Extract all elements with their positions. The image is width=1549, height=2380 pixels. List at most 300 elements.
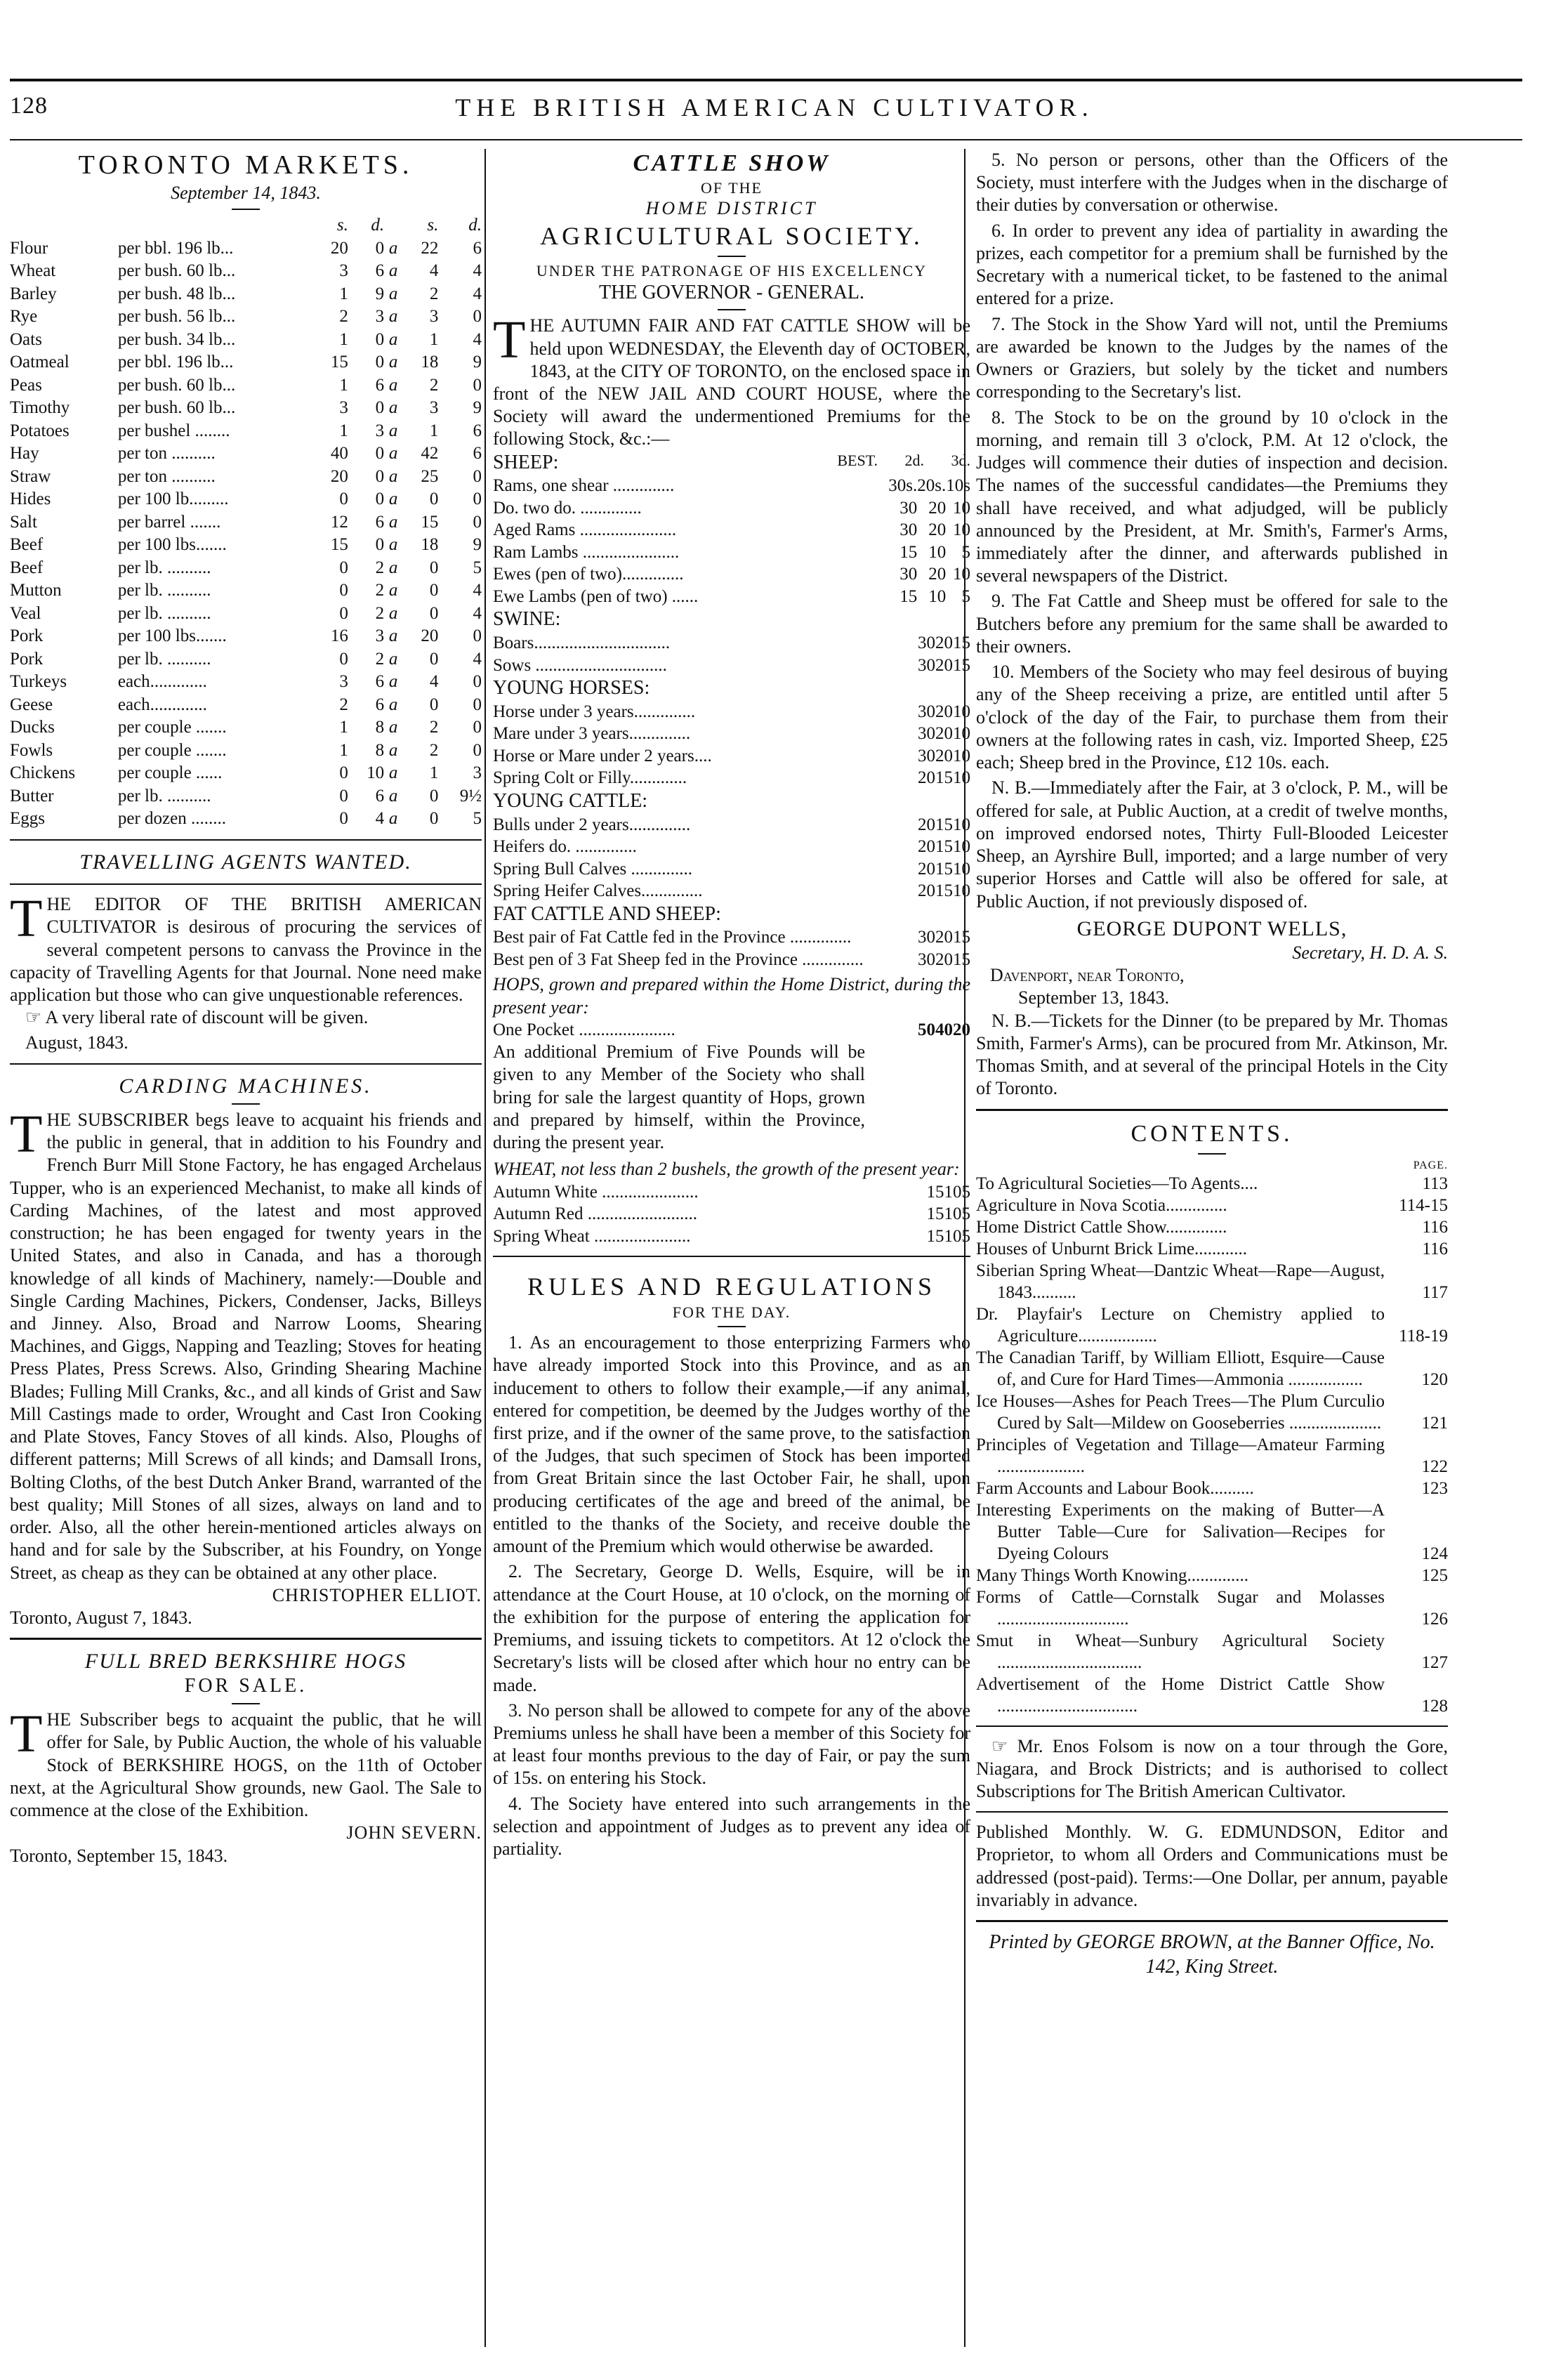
prize-row [493, 814, 970, 836]
agents-body-block [10, 889, 482, 1006]
rule-item: 4. The Society have entered into such arrangements in the selection and appointment of Judges as to prevent any idea of partiality. [493, 1793, 970, 1860]
short-rule [718, 309, 746, 310]
contents-title-text: To Agricultural Societies—To Agents.... [976, 1173, 1258, 1193]
prize-best: 30 [899, 498, 918, 518]
rules-subtitle: FOR THE DAY. [672, 1303, 791, 1321]
market-row [10, 579, 482, 603]
prize-second: 15 [935, 881, 953, 901]
market-item: Chickens [10, 763, 76, 783]
to-mark: a [388, 809, 398, 829]
prize-label: Aged Rams ...................... [493, 520, 677, 540]
market-item: Salt [10, 512, 37, 532]
price-low-d: 3 [375, 421, 385, 440]
price-high-s: 3 [429, 398, 439, 418]
prize-section-head [493, 451, 970, 475]
prize-row [493, 497, 970, 520]
prize-row [493, 926, 970, 949]
price-high-s: 0 [429, 581, 439, 600]
to-mark: a [388, 307, 398, 327]
to-mark: a [388, 626, 398, 646]
prize-table [493, 701, 970, 789]
market-unit: per bush. 60 lb... [117, 261, 236, 281]
market-row [10, 557, 482, 580]
contents-item [976, 1347, 1448, 1390]
price-high-s: 1 [429, 421, 439, 440]
prize-label: Best pen of 3 Fat Sheep fed in the Province .............. [493, 949, 864, 969]
cattle-intro-block [493, 310, 970, 450]
market-row [10, 716, 482, 739]
market-item: Flour [10, 238, 48, 258]
prize-third: 5 [961, 542, 970, 562]
price-high-s: 15 [421, 512, 439, 532]
prize-label: Horse or Mare under 2 years.... [493, 746, 712, 765]
contents-page: 123 [1421, 1478, 1448, 1498]
col-head: d. [371, 216, 385, 235]
contents-item [976, 1434, 1448, 1478]
price-low-d: 2 [375, 558, 385, 577]
prize-label: Do. two do. .............. [493, 498, 642, 518]
price-low-d: 0 [375, 444, 385, 463]
price-low-s: 15 [330, 353, 348, 372]
column-middle [493, 149, 970, 2366]
cattle-title: CATTLE SHOW [633, 150, 831, 176]
to-mark: a [388, 512, 398, 532]
price-low-d: 0 [375, 238, 385, 258]
prize-best: 50 [918, 1020, 935, 1039]
markets-body [10, 237, 482, 831]
printer-note: Printed by GEORGE BROWN, at the Banner Office, No. 142, King Street. [989, 1931, 1435, 1978]
price-low-s: 3 [339, 672, 348, 692]
to-mark: a [388, 581, 398, 600]
contents-page-head: PAGE. [1413, 1159, 1448, 1171]
contents-item [976, 1586, 1448, 1630]
prize-best: 15 [899, 586, 918, 606]
market-unit: per couple ....... [117, 740, 227, 760]
wheat-table [493, 1181, 970, 1248]
prize-third: 15 [953, 655, 970, 675]
price-high-s: 0 [429, 489, 439, 509]
prize-second: 15 [935, 859, 953, 879]
contents-item [976, 1260, 1448, 1303]
price-low-s: 3 [339, 261, 348, 281]
prize-row [493, 767, 970, 789]
prize-col-head: BEST. [837, 451, 878, 469]
contents-title-text: Interesting Experiments on the making of Butter—A Butter Table—Cure for Salivation—Recipes for Dyeing Colours [976, 1500, 1385, 1563]
price-high-d: 0 [473, 626, 482, 646]
market-row [10, 329, 482, 352]
prize-third: 10 [953, 702, 970, 721]
market-row [10, 694, 482, 717]
to-mark: a [388, 558, 398, 577]
contents-page: 113 [1422, 1173, 1448, 1193]
prize-label: Sows .............................. [493, 655, 667, 675]
hogs-subtitle: FOR SALE. [184, 1675, 308, 1697]
col-head: s. [336, 216, 348, 235]
prize-third: 15 [953, 633, 970, 653]
prize-best: 20 [918, 815, 935, 834]
price-high-s: 2 [429, 740, 439, 760]
market-item: Fowls [10, 740, 53, 760]
prize-second: 20 [935, 746, 953, 765]
top-rule [10, 79, 1522, 81]
price-low-d: 0 [375, 535, 385, 555]
rules-date: September 13, 1843. [1018, 987, 1170, 1008]
price-high-d: 6 [473, 238, 482, 258]
carding-title: CARDING MACHINES. [119, 1074, 373, 1098]
price-low-d: 8 [375, 718, 385, 737]
market-row [10, 305, 482, 329]
market-item: Straw [10, 466, 51, 486]
prize-section-head [493, 789, 970, 814]
contents-item [976, 1674, 1448, 1717]
market-item: Pork [10, 626, 44, 646]
price-low-s: 2 [339, 695, 348, 714]
price-low-s: 40 [330, 444, 348, 463]
prize-label: Rams, one shear .............. [493, 476, 675, 496]
contents-page: 126 [1421, 1609, 1448, 1629]
contents-page: 125 [1421, 1565, 1448, 1585]
price-low-s: 3 [339, 398, 348, 418]
prize-section-title: FAT CATTLE AND SHEEP: [493, 902, 721, 925]
rule-item: 6. In order to prevent any idea of partiality in awarding the prizes, each competitor for a premium shall be furnished by the Secretary with a numerical ticket, to be fastened to the animal entered for a prize. [976, 220, 1448, 309]
prize-table [493, 926, 970, 971]
market-row [10, 237, 482, 261]
prize-section-title: SHEEP: [493, 451, 559, 473]
prize-third: 10s [946, 476, 970, 496]
prize-best: 20 [918, 859, 935, 879]
prize-best: 30 [918, 702, 935, 721]
prize-second: 10 [944, 1204, 962, 1224]
market-row [10, 625, 482, 648]
market-item: Veal [10, 603, 41, 623]
price-low-d: 6 [375, 375, 385, 395]
prize-row [493, 632, 970, 655]
prize-third: 10 [953, 768, 970, 788]
price-high-d: 0 [473, 307, 482, 327]
prize-third: 15 [953, 949, 970, 969]
price-low-d: 2 [375, 603, 385, 623]
to-mark: a [388, 284, 398, 303]
hogs-title: FULL BRED BERKSHIRE HOGS [84, 1650, 407, 1674]
prize-third: 20 [953, 1020, 970, 1039]
rule-item: 3. No person shall be allowed to compete for any of the above Premiums unless he shall have been a member of this Society for at least four months previous to the day of Fair, or pay the sum of 15s. on entering his Stock. [493, 1699, 970, 1789]
prize-third: 10 [953, 881, 970, 901]
to-mark: a [388, 695, 398, 714]
price-low-d: 0 [375, 489, 385, 509]
prize-label: Spring Heifer Calves.............. [493, 881, 703, 901]
rules-title: RULES AND REGULATIONS [527, 1273, 936, 1301]
prize-best: 30 [918, 724, 935, 744]
price-low-s: 1 [339, 375, 348, 395]
markets-title: TORONTO MARKETS. [78, 150, 414, 180]
price-low-d: 8 [375, 740, 385, 760]
contents-item [976, 1565, 1448, 1586]
prize-second: 20 [928, 565, 947, 584]
market-item: Ducks [10, 718, 55, 737]
prize-third: 10 [953, 859, 970, 879]
header-rule [10, 139, 1522, 140]
prize-third: 10 [953, 815, 970, 834]
prize-row [493, 745, 970, 768]
price-low-d: 6 [375, 672, 385, 692]
price-high-s: 0 [429, 809, 439, 829]
price-high-d: 6 [473, 421, 482, 440]
price-low-s: 1 [339, 421, 348, 440]
market-unit: per bush. 56 lb... [117, 307, 236, 327]
prize-third: 10 [953, 498, 970, 518]
market-row [10, 762, 482, 785]
prize-third: 10 [953, 746, 970, 765]
price-high-s: 20 [421, 626, 439, 646]
price-low-s: 20 [330, 238, 348, 258]
carding-body-block [10, 1104, 482, 1584]
contents-title-text: The Canadian Tariff, by William Elliott, Esquire—Cause of, and Cure for Hard Times—Ammonia ................. [976, 1348, 1385, 1389]
price-high-s: 1 [429, 763, 439, 783]
prize-row [493, 519, 970, 541]
price-high-d: 4 [473, 261, 482, 281]
to-mark: a [388, 398, 398, 418]
price-low-s: 1 [339, 284, 348, 303]
price-high-s: 18 [421, 535, 439, 555]
market-row [10, 534, 482, 557]
market-item: Potatoes [10, 421, 70, 440]
price-high-d: 0 [473, 695, 482, 714]
market-item: Turkeys [10, 672, 67, 692]
prize-label: Autumn Red ......................... [493, 1204, 697, 1224]
prize-row [493, 1019, 970, 1041]
price-high-d: 4 [473, 329, 482, 349]
prize-best: 20 [918, 768, 935, 788]
prize-second: 20s. [917, 476, 947, 496]
dropcap: T [493, 310, 526, 370]
short-rule [1198, 1153, 1226, 1155]
price-high-d: 6 [473, 444, 482, 463]
to-mark: a [388, 375, 398, 395]
contents-item [976, 1390, 1448, 1434]
price-low-s: 1 [339, 329, 348, 349]
market-item: Oats [10, 329, 42, 349]
to-mark: a [388, 718, 398, 737]
prize-row [493, 563, 970, 586]
market-row [10, 466, 482, 489]
prize-row [493, 475, 970, 497]
contents-item [976, 1630, 1448, 1674]
market-item: Beef [10, 535, 44, 555]
market-item: Pork [10, 649, 44, 669]
market-unit: each............. [117, 695, 207, 714]
market-row [10, 260, 482, 283]
market-unit: per ton .......... [117, 466, 216, 486]
market-unit: per bush. 34 lb... [117, 329, 236, 349]
contents-title-text: Agriculture in Nova Scotia.............. [976, 1195, 1227, 1215]
to-mark: a [388, 421, 398, 440]
prize-row [493, 1203, 970, 1225]
col-head: s. [427, 216, 439, 235]
rule-item: 1. As an encouragement to those enterprizing Farmers who have already imported Stock into this Province, and as an inducement to others to follow their example,—if any animal, entered for competition, be deemed by the Judges worthy of the first prize, and if the owner of the same prove, to the satisfaction of the Judges, that such specimen of Stock has been imported from Great Britain since the last October Fair, he shall, upon producing certificates of the age and breed of the animal, be entitled to the thanks of the Society, and receive double the amount of the Premium which would otherwise be awarded. [493, 1332, 970, 1557]
dropcap: T [10, 889, 43, 949]
contents-page: 116 [1422, 1217, 1448, 1237]
prize-section-title: SWINE: [493, 608, 561, 631]
hogs-date: Toronto, September 15, 1843. [10, 1845, 228, 1866]
dropcap: T [10, 1104, 43, 1164]
contents-item [976, 1303, 1448, 1347]
prize-label: Ram Lambs ...................... [493, 542, 680, 562]
prize-label: Autumn White ...................... [493, 1182, 699, 1202]
prize-section-head [493, 607, 970, 632]
prize-row [493, 880, 970, 902]
prize-second: 15 [935, 768, 953, 788]
short-rule [232, 209, 260, 210]
prize-row [493, 858, 970, 881]
cattle-society: AGRICULTURAL SOCIETY. [540, 221, 923, 250]
market-item: Wheat [10, 261, 56, 281]
price-high-d: 0 [473, 489, 482, 509]
prize-best: 15 [899, 542, 918, 562]
column-divider [485, 149, 486, 2347]
carding-body: HE SUBSCRIBER begs leave to acquaint his friends and the public in general, that in addition to his Foundry and French Burr Mill Stone Factory, he has engaged Archelaus Tupper, who is an experienced Mechanist, to make all kinds of Carding Machines, of the latest and most approved construction; he has been engaged for twenty years in the United States, and also in Canada, and has a thorough knowledge of all kinds of Machinery, namely:—Double and Single Carding Machines, Pickers, Condenser, Jacks, Billeys and Jinney. Also, Broad and Narrow Looms, Shearing Machines, and Giggs, Napping and Teazling; Stoves for heating Press Plates, Press Screws. Also, Grinding Shearing Machine Blades; Fulling Mill Cranks, &c., and all kinds of Grist and Saw Mill Castings made to order, Wrought and Cast Iron Cooking and Plate Stoves, Fancy Stoves of all kinds. Also, Ploughs of different patterns; Mill Screws of all kinds; and Damsall Irons, Bolting Cloths, of the best Dutch Anker Brand, warranted of the best quality; Mill Stones of all sizes, always on land and to order. Also, all the other herein-mentioned articles always on hand and for sale by the Subscriber, at his Foundry, on Yonge Street, as cheap as they can be obtained at any other place. [10, 1109, 482, 1583]
prize-third: 10 [953, 724, 970, 744]
prize-row [493, 949, 970, 971]
price-low-d: 0 [375, 398, 385, 418]
cattle-patronage: UNDER THE PATRONAGE OF HIS EXCELLENCY [536, 262, 928, 280]
price-low-d: 4 [375, 809, 385, 829]
market-unit: per couple ...... [117, 763, 223, 783]
agents-note: ☞ A very liberal rate of discount will be given. [25, 1007, 369, 1028]
rules-signature: GEORGE DUPONT WELLS, [1076, 916, 1347, 940]
contents-item [976, 1195, 1448, 1216]
market-item: Timothy [10, 398, 70, 418]
price-low-s: 1 [339, 718, 348, 737]
prize-third: 5 [961, 586, 970, 606]
prize-third: 10 [953, 837, 970, 857]
price-high-d: 9 [473, 353, 482, 372]
prize-row [493, 1225, 970, 1248]
contents-table [976, 1173, 1448, 1717]
rule-item: 5. No person or persons, other than the Officers of the Society, must interfere with the Judges when in the discharge of their duties by conversation or otherwise. [976, 150, 1448, 216]
prize-col-head: 3d. [951, 451, 970, 469]
rule [10, 883, 482, 885]
contents-title-text: Many Things Worth Knowing.............. [976, 1565, 1249, 1585]
prize-second: 20 [935, 724, 953, 744]
to-mark: a [388, 238, 398, 258]
market-row [10, 671, 482, 694]
rule [493, 1256, 970, 1257]
prize-best: 30 [918, 655, 935, 675]
market-row [10, 420, 482, 443]
price-low-d: 6 [375, 786, 385, 806]
to-mark: a [388, 489, 398, 509]
to-mark: a [388, 786, 398, 806]
short-rule [232, 1703, 260, 1704]
rule-item: 9. The Fat Cattle and Sheep must be offered for sale to the Butchers before any premium for the same shall be awarded to their owners. [976, 591, 1448, 657]
price-high-s: 4 [429, 261, 439, 281]
price-high-d: 4 [473, 603, 482, 623]
price-high-s: 2 [429, 718, 439, 737]
prize-table [493, 475, 970, 607]
to-mark: a [388, 672, 398, 692]
prize-best: 30 [899, 520, 918, 540]
prize-second: 20 [928, 498, 947, 518]
prize-row [493, 655, 970, 677]
price-high-s: 42 [421, 444, 439, 463]
contents-page: 117 [1422, 1282, 1448, 1302]
price-low-s: 15 [330, 535, 348, 555]
cattle-governor: THE GOVERNOR - GENERAL. [599, 281, 864, 303]
wheat-head: WHEAT, not less than 2 bushels, the growth of the present year: [493, 1159, 960, 1180]
contents-page: 114-15 [1399, 1195, 1448, 1215]
prize-row [493, 701, 970, 723]
contents-title-text: Ice Houses—Ashes for Peach Trees—The Plum Curculio Cured by Salt—Mildew on Gooseberries ..................... [976, 1391, 1385, 1433]
hogs-signature: JOHN SEVERN. [346, 1822, 482, 1843]
rule-item: 7. The Stock in the Show Yard will not, until the Premiums are awarded be known to the Judges by the names of the Owners or Graziers, but solely by the ticket and numbers corresponding to the Secretary's list. [976, 313, 1448, 402]
market-row [10, 808, 482, 831]
rules-nb1: N. B.—Immediately after the Fair, at 3 o'clock, P. M., will be offered for sale, at Public Auction, at a credit of twelve months, on improved endorsed notes, Thirty Full-Blooded Leicester Sheep, an Ayrshire Bull, imported; and a large number of very superior Horses and Cattle will also be offered for sale, at Public Auction, if not previously disposed of. [976, 777, 1448, 912]
prize-section-head [493, 902, 970, 927]
market-item: Hides [10, 489, 51, 509]
rule-item: 10. Members of the Society who may feel desirous of buying any of the Sheep receiving a prize, are entitled until after 5 o'clock of the day of the Fair, to purchase them from their owners at the following rates in cash, viz. Imported Sheep, £25 each; Sheep bred in the Province, £12 10s. each. [976, 662, 1448, 773]
market-unit: per lb. .......... [117, 581, 211, 600]
price-low-s: 0 [339, 603, 348, 623]
price-low-d: 2 [375, 649, 385, 669]
price-high-d: 9 [473, 398, 482, 418]
price-low-s: 0 [339, 581, 348, 600]
prize-row [493, 541, 970, 564]
prize-col-heads [831, 451, 970, 475]
prize-second: 15 [935, 837, 953, 857]
prize-second: 15 [935, 815, 953, 834]
rules-place: Davenport, near Toronto, [990, 965, 1185, 986]
prize-second: 20 [928, 520, 947, 540]
rule [10, 1063, 482, 1065]
prize-section-title: YOUNG HORSES: [493, 677, 650, 699]
price-high-s: 18 [421, 353, 439, 372]
prize-best: 30s. [888, 476, 918, 496]
price-high-d: 3 [473, 763, 482, 783]
rule [976, 1811, 1448, 1813]
page-number: 128 [10, 93, 48, 119]
carding-date: Toronto, August 7, 1843. [10, 1608, 192, 1629]
to-mark: a [388, 603, 398, 623]
column-right [970, 149, 1448, 2366]
price-high-s: 3 [429, 307, 439, 327]
price-low-s: 1 [339, 740, 348, 760]
prize-best: 15 [926, 1182, 944, 1202]
prize-best: 30 [918, 928, 935, 947]
rule-item: 2. The Secretary, George D. Wells, Esquire, will be in attendance at the Court House, at 10 o'clock, on the morning of the exhibition for the purpose of entering the application for Premiums, and issuing tickets to competitors. At 12 o'clock the Secretary's lists will be closed after which hour no entry can be made. [493, 1561, 970, 1695]
dropcap: T [10, 1704, 43, 1764]
prize-second: 20 [935, 949, 953, 969]
prize-label: Heifers do. .............. [493, 837, 637, 857]
prize-third: 5 [961, 1226, 970, 1246]
prize-label: Mare under 3 years.............. [493, 724, 691, 744]
prize-best: 30 [918, 949, 935, 969]
to-mark: a [388, 763, 398, 783]
price-low-s: 0 [339, 809, 348, 829]
market-item: Beef [10, 558, 44, 577]
contents-title-text: Smut in Wheat—Sunbury Agricultural Society ................................. [976, 1631, 1385, 1672]
to-mark: a [388, 329, 398, 349]
contents-title-text: Advertisement of the Home District Cattle Show ................................ [976, 1674, 1385, 1716]
to-mark: a [388, 261, 398, 281]
cattle-intro: HE AUTUMN FAIR AND FAT CATTLE SHOW will be held upon WEDNESDAY, the Eleventh day of OCTOBER, 1843, at the CITY OF TORONTO, on the enclosed space in front of the NEW JAIL AND COURT HOUSE, where the Society will award the undermentioned Premiums for the following Stock, &c.:— [493, 315, 970, 449]
market-unit: per bush. 60 lb... [117, 398, 236, 418]
prize-second: 10 [944, 1226, 962, 1246]
to-mark: a [388, 353, 398, 372]
hogs-body: HE Subscriber begs to acquaint the public, that he will offer for Sale, by Public Auction, the whole of his valuable Stock of BERKSHIRE HOGS, on the 11th of October next, at the Agricultural Show grounds, new Gaol. The Sale to commence at the close of the Exhibition. [10, 1709, 482, 1821]
prize-third: 10 [953, 565, 970, 584]
agents-body: HE EDITOR OF THE BRITISH AMERICAN CULTIVATOR is desirous of procuring the services of several competent persons to canvass the Province in the capacity of Travelling Agents for that Journal. None need make application but those who can give unquestionable references. [10, 894, 482, 1005]
price-high-d: 4 [473, 284, 482, 303]
